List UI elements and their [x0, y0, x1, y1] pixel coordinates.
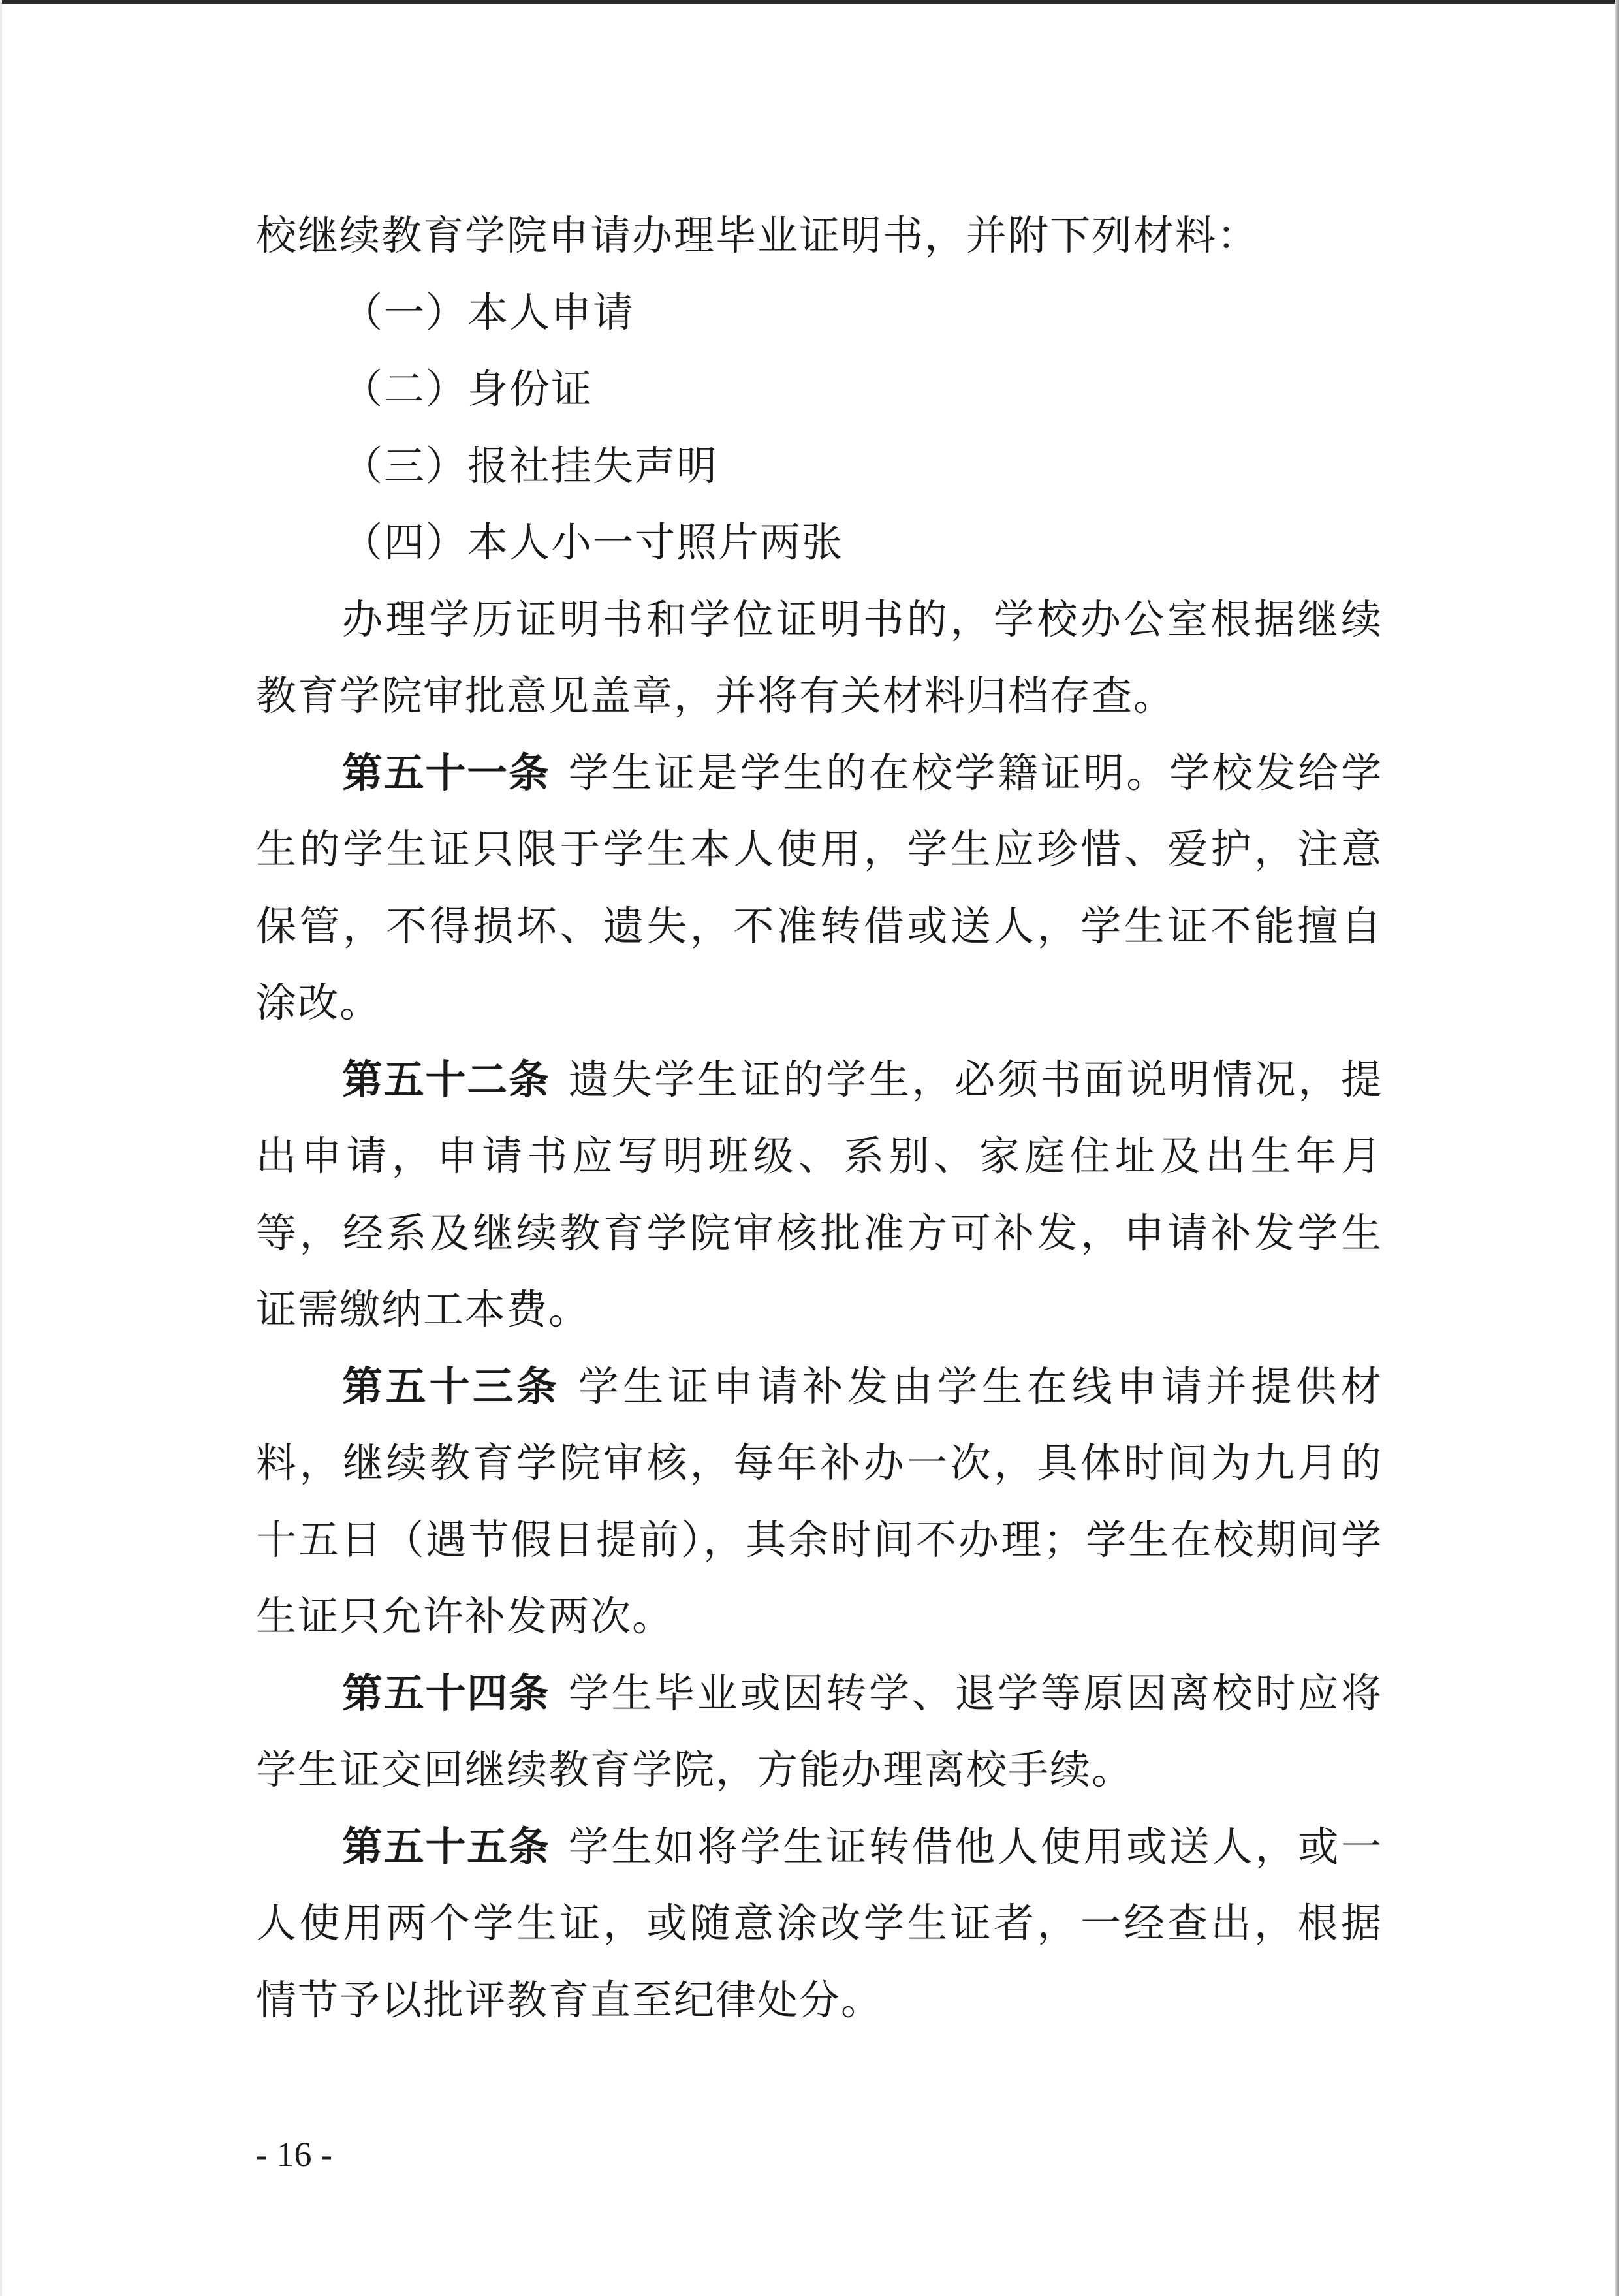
document-body	[256, 197, 1383, 2038]
article-54	[256, 1655, 1383, 1808]
article-51	[256, 734, 1383, 1041]
article-54-text: 学生毕业或因转学、退学等原因离校时应将学生证交回继续教育学院，方能办理离校手续。	[256, 1669, 1383, 1793]
article-53	[256, 1348, 1383, 1655]
article-52-text: 遗失学生证的学生，必须书面说明情况，提出申请，申请书应写明班级、系别、家庭住址及出生年月等，经系及继续教育学院审核批准方可补发，申请补发学生证需缴纳工本费。	[256, 1055, 1383, 1333]
paragraph-certificate-processing: 办理学历证明书和学位证明书的，学校办公室根据继续教育学院审批意见盖章，并将有关材料归档存查。	[256, 595, 1383, 719]
article-52	[256, 1041, 1383, 1348]
paragraph-continuation: 校继续教育学院申请办理毕业证明书，并附下列材料：	[256, 212, 1259, 259]
scan-edge-right	[1615, 0, 1619, 2296]
article-53-title: 第五十三条	[342, 1362, 560, 1410]
page-number: - 16 -	[256, 2135, 332, 2174]
scan-edge-left	[0, 0, 2, 2296]
article-55-text: 学生如将学生证转借他人使用或送人，或一人使用两个学生证，或随意涂改学生证者，一经查出，根据情节予以批评教育直至纪律处分。	[256, 1822, 1383, 2024]
article-55	[256, 1808, 1383, 2039]
article-54-title: 第五十四条	[342, 1669, 550, 1717]
article-51-title: 第五十一条	[342, 748, 550, 796]
article-55-title: 第五十五条	[342, 1822, 550, 1870]
list-item-3: （三）报社挂失声明	[342, 441, 719, 490]
list-item-2: （二）身份证	[342, 365, 593, 413]
scan-edge-top	[0, 0, 1619, 4]
article-51-text: 学生证是学生的在校学籍证明。学校发给学生的学生证只限于学生本人使用，学生应珍惜、爱护，注意保管，不得损坏、遗失，不准转借或送人，学生证不能擅自涂改。	[256, 748, 1383, 1026]
list-item-4: （四）本人小一寸照片两张	[342, 518, 844, 566]
article-52-title: 第五十二条	[342, 1055, 550, 1103]
article-53-text: 学生证申请补发由学生在线申请并提供材料，继续教育学院审核，每年补办一次，具体时间为九月的十五日（遇节假日提前），其余时间不办理；学生在校期间学生证只允许补发两次。	[256, 1362, 1383, 1640]
list-item-1: （一）本人申请	[342, 288, 635, 336]
